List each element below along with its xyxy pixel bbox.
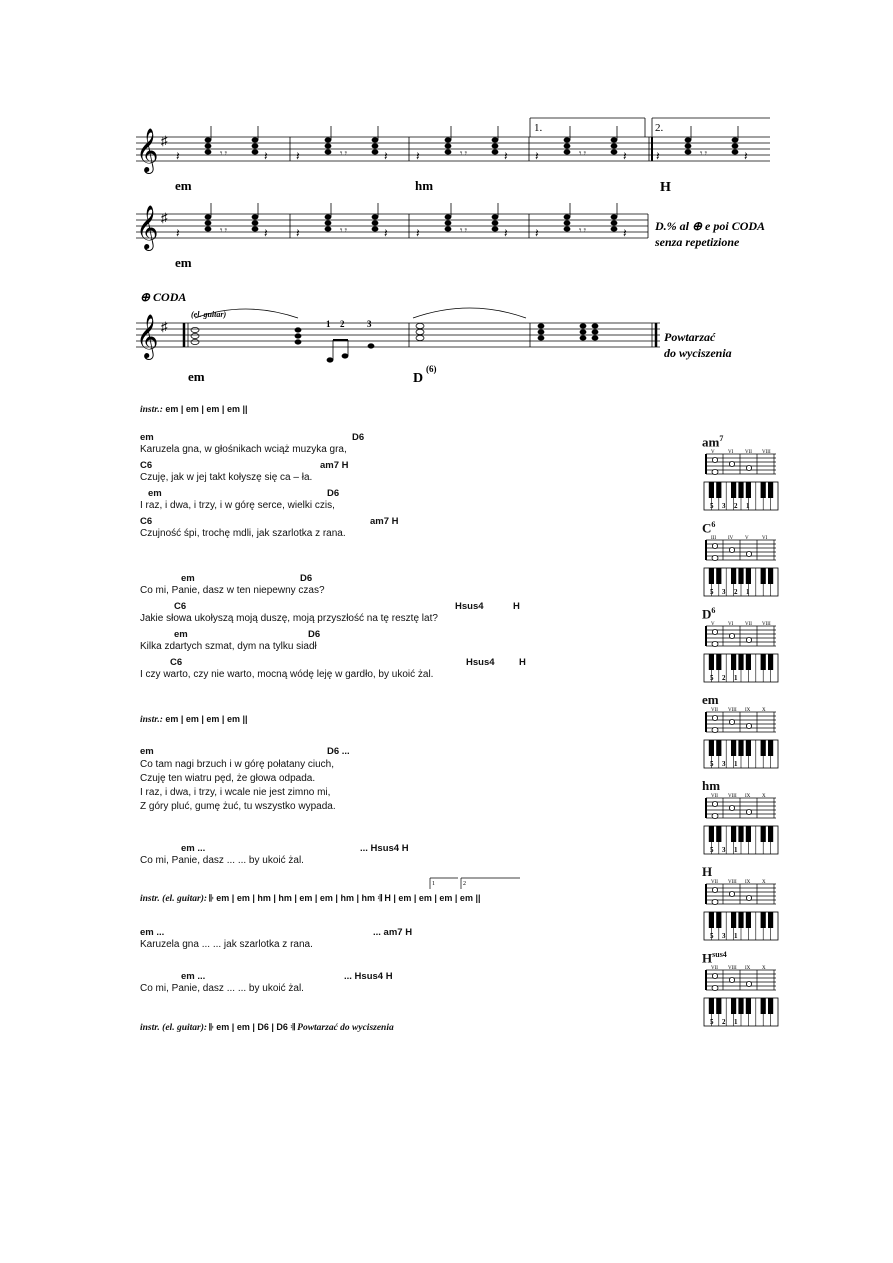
svg-text:5: 5 [710,502,714,510]
volta-1: 1. [534,122,543,134]
chord-diagram-name: H [702,864,713,879]
svg-text:3: 3 [722,502,726,510]
instr-line-2: instr.: em | em | em | em || [140,714,248,725]
svg-text:VII: VII [711,794,718,799]
svg-text:V: V [745,536,749,541]
lyric-line: Jakie słowa ukołyszą moją duszę, moją przyszłość na tę resztę lat? [140,613,438,624]
svg-text:3: 3 [367,319,372,329]
chord-diagram-name: $D^6$ [702,606,716,622]
instrument-label: (el. guitar) [191,310,227,319]
svg-text:5: 5 [710,760,714,768]
chord-diagram-name: $C^6$ [702,520,716,536]
svg-text:VIII: VIII [762,622,771,627]
lyric-line: Kilka zdartych szmat, dym na tylku siadł [140,641,317,652]
svg-text:3: 3 [722,846,726,854]
chord-symbol: em ... [181,971,206,982]
svg-text:IX: IX [745,794,751,799]
svg-text:1: 1 [734,760,738,768]
svg-text:1: 1 [746,502,750,510]
svg-text:X: X [762,966,766,971]
lyric-line: I czy warto, czy nie warto, mocną wódę leję w gardło, by ukoić żal. [140,669,434,680]
svg-text:2: 2 [722,674,726,682]
chord-diagram [702,878,780,944]
svg-text:1: 1 [734,932,738,940]
instr-volta [425,875,525,891]
svg-text:2: 2 [463,881,466,887]
instr-line-3: instr. (el. guitar): 𝄆 em | em | hm | hm | em | em | hm | hm 𝄇 H | em | em | em | em || [140,893,481,904]
repeat-note: Powtarzać [664,330,716,344]
svg-text:VIII: VIII [728,966,737,971]
lyric-line: Co mi, Panie, dasz ... ... by ukoić żal. [140,855,304,866]
svg-text:VII: VII [745,450,752,455]
chord-symbol: C6 [140,516,153,527]
svg-text:III: III [711,536,716,541]
chord-symbol: ... am7 H [373,927,413,938]
lyric-line: I raz, i dwa, i trzy, i wcale nie jest zimno mi, [140,787,331,798]
svg-text:1: 1 [432,881,435,887]
score-chord: em [188,369,205,384]
score-chord: D [413,371,424,386]
svg-text:1: 1 [326,319,331,329]
svg-text:VII: VII [711,880,718,885]
repeat-note: do wyciszenia [664,346,732,360]
senza-repetizione: senza repetizione [655,235,740,249]
svg-text:IX: IX [745,966,751,971]
chord-symbol: D6 [300,573,313,584]
svg-text:5: 5 [710,588,714,596]
chord-symbol: Hsus4 [455,601,484,612]
svg-text:5: 5 [710,846,714,854]
sheet-music [0,0,893,400]
svg-text:VI: VI [728,450,734,455]
lyric-line: Czujność śpi, trochę mdli, jak szarlotka z rana. [140,528,346,539]
chord-diagram [702,448,780,514]
chord-symbol: D6 [327,488,340,499]
chord-diagram [702,964,780,1030]
staff-system-1 [136,118,770,161]
svg-text:2: 2 [722,1018,726,1026]
svg-text:VI: VI [762,536,768,541]
svg-text:5: 5 [710,674,714,682]
chord-diagram [702,534,780,600]
chord-symbol: em [140,746,154,757]
svg-text:VII: VII [745,622,752,627]
svg-text:♯: ♯ [161,210,168,225]
chord-symbol: D6 [352,432,365,443]
svg-text:X: X [762,880,766,885]
treble-clef-icon: 𝄞 [136,130,159,172]
svg-text:♯: ♯ [161,133,168,148]
score-chord: hm [415,178,434,193]
treble-clef-icon: 𝄞 [136,316,159,358]
svg-text:♯: ♯ [161,319,168,334]
svg-text:1: 1 [734,846,738,854]
treble-clef-icon: 𝄞 [136,207,159,249]
svg-text:X: X [762,708,766,713]
svg-text:VII: VII [711,708,718,713]
svg-text:1: 1 [734,1018,738,1026]
chord-symbol: em [181,573,195,584]
svg-text:X: X [762,794,766,799]
chord-symbol: em [140,432,154,443]
svg-text:VIII: VIII [762,450,771,455]
treble-clefs [136,129,168,360]
chord-symbol: D6 ... [327,746,350,757]
svg-text:𝄽: 𝄽 [264,149,268,163]
svg-text:1: 1 [746,588,750,596]
svg-text:V: V [711,450,715,455]
chord-diagram-name: em [702,692,719,707]
chord-symbol: C6 [174,601,187,612]
lyric-line: Czuję ten wiatru pęd, że głowa odpada. [140,773,316,784]
chord-symbol: C6 [170,657,183,668]
chord-symbol: em ... [140,927,165,938]
chord-diagram-name: $am^7$ [702,434,724,450]
score-chord: em [175,255,192,270]
chord-diagram [702,792,780,858]
ds-al-coda: D.% al ⊕ e poi CODA [655,219,766,233]
lyric-line: Co mi, Panie, dasz w ten niepewny czas? [140,585,325,596]
svg-text:(6): (6) [426,364,437,374]
score-chord: em [175,178,192,193]
instr-line-4: instr. (el. guitar): 𝄆 em | em | D6 | D6 𝄇 Powtarzać do wyciszenia [140,1022,394,1033]
lyric-line: I raz, i dwa, i trzy, i w górę serce, wielki czis, [140,500,335,511]
svg-text:3: 3 [722,932,726,940]
svg-text:𝄽: 𝄽 [176,149,180,163]
svg-text:V: V [711,622,715,627]
chord-diagram-name: hm [702,778,721,793]
chord-symbol: C6 [140,460,153,471]
lyric-line: Czuję, jak w jej takt kołyszę się ca – ła. [140,472,313,483]
lyric-line: Karuzela gna ... ... jak szarlotka z rana. [140,939,313,950]
lyric-line: Z góry pluć, gumę żuć, tu wszystko wypada. [140,801,336,812]
volta-2: 2. [655,122,664,134]
svg-text:VIII: VIII [728,794,737,799]
lyric-line: Karuzela gna, w głośnikach wciąż muzyka gra, [140,444,347,455]
chord-symbol: H [513,601,520,612]
svg-text:2: 2 [734,502,738,510]
lyric-line: Co mi, Panie, dasz ... ... by ukoić żal. [140,983,304,994]
svg-text:5: 5 [710,1018,714,1026]
chord-symbol: ... Hsus4 H [344,971,393,982]
svg-text:IX: IX [745,708,751,713]
svg-text:1: 1 [734,674,738,682]
chord-symbol: Hsus4 [466,657,495,668]
chord-symbol: em [174,629,188,640]
svg-text:VI: VI [728,622,734,627]
chord-diagram-name: $H^{sus4}$ [702,950,727,966]
coda-label: ⊕ CODA [140,290,187,304]
score-chord: H [660,180,671,195]
svg-text:IV: IV [728,536,734,541]
svg-text:IX: IX [745,880,751,885]
chord-symbol: D6 [308,629,321,640]
instr-line-1: instr.: em | em | em | em || [140,404,248,415]
staff-system-2 [136,214,648,238]
chord-diagram [702,620,780,686]
svg-text:2: 2 [340,319,345,329]
lyric-line: Co tam nagi brzuch i w górę połatany ciuch, [140,759,334,770]
chord-symbol: H [519,657,526,668]
chord-symbol: em [148,488,162,499]
svg-text:3: 3 [722,588,726,596]
svg-text:VII: VII [711,966,718,971]
chord-diagram [702,706,780,772]
svg-text:3: 3 [722,760,726,768]
svg-text:VIII: VIII [728,708,737,713]
chord-symbol: ... Hsus4 H [360,843,409,854]
svg-text:𝄾 𝄾: 𝄾 𝄾 [220,148,228,158]
svg-text:5: 5 [710,932,714,940]
svg-text:2: 2 [734,588,738,596]
chord-symbol: am7 H [370,516,399,527]
svg-text:VIII: VIII [728,880,737,885]
chord-symbol: em ... [181,843,206,854]
chord-symbol: am7 H [320,460,349,471]
